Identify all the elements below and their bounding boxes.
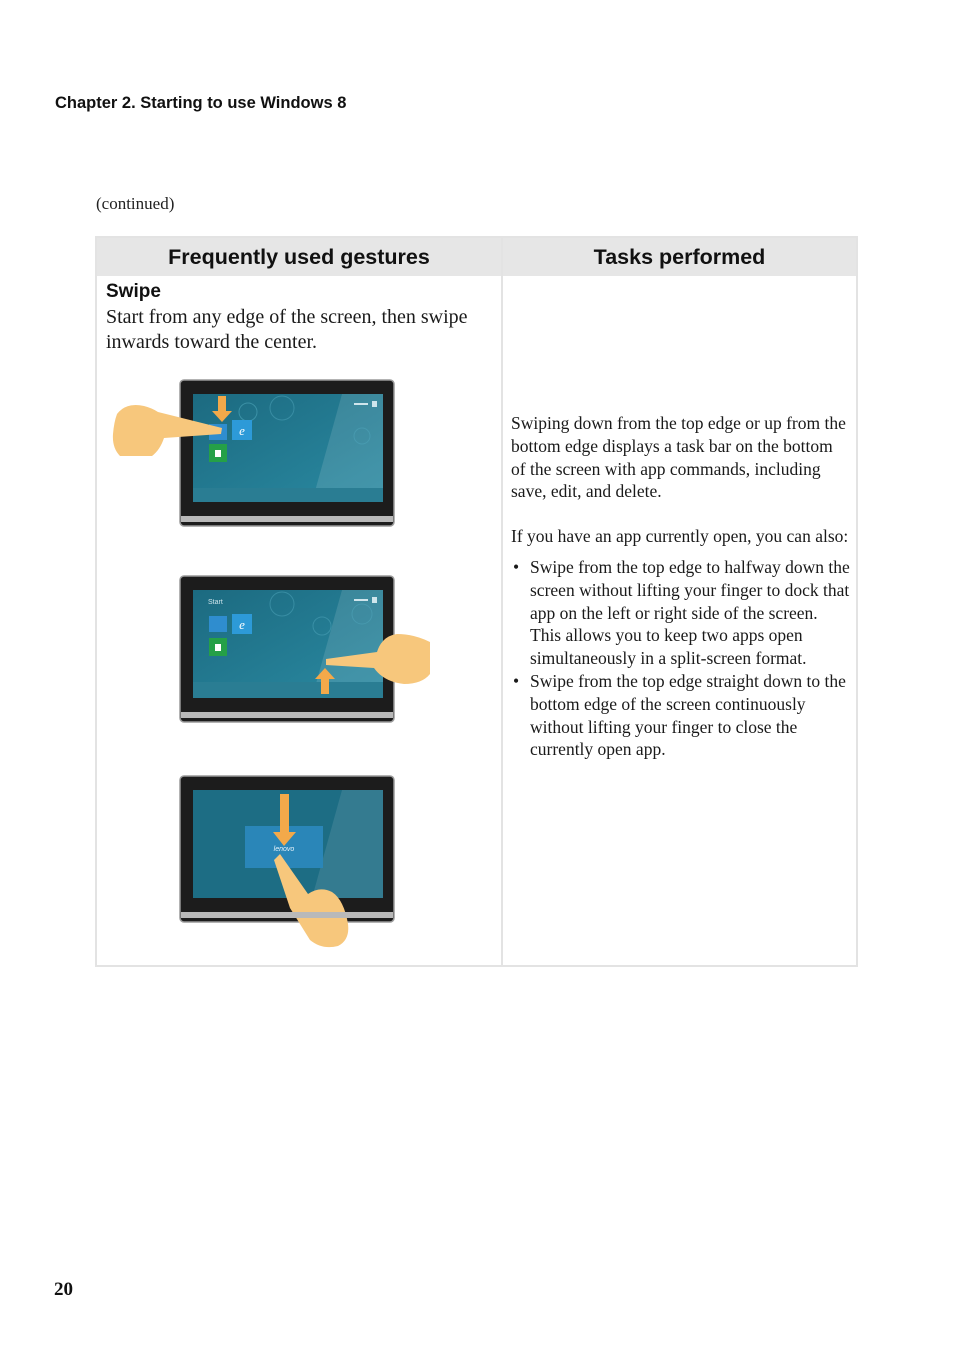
- gesture-table: [95, 236, 858, 967]
- chapter-heading: Chapter 2. Starting to use Windows 8: [55, 94, 347, 112]
- column-divider: [501, 238, 503, 965]
- tasks-paragraph-2: If you have an app currently open, you can also:: [511, 526, 849, 547]
- gesture-description: Start from any edge of the screen, then swipe inwards toward the center.: [106, 306, 468, 353]
- gesture-name: Swipe: [106, 281, 161, 302]
- svg-text:e: e: [239, 617, 245, 632]
- page-number: 20: [54, 1279, 73, 1300]
- column-header-tasks: Tasks performed: [503, 238, 856, 276]
- bullet-text: Swipe from the top edge straight down to the bottom edge of the screen continuously without lifting your finger to close the currently open app.: [530, 670, 846, 760]
- column-header-gestures: Frequently used gestures: [97, 238, 501, 276]
- start-screen-label: Start: [208, 599, 223, 606]
- swipe-down-illustration: [112, 378, 402, 528]
- bullet-icon: •: [513, 670, 520, 691]
- bullet-icon: •: [513, 556, 520, 577]
- swipe-close-app-illustration: [112, 774, 402, 954]
- bullet-text: Swipe from the top edge to halfway down the screen without lifting your finger to dock that app on the left or right side of the screen. This allows you to keep two apps open simultaneously in a split-screen format.: [530, 556, 850, 669]
- tasks-bullet-list: [511, 556, 851, 761]
- list-item: [511, 670, 851, 761]
- swipe-up-illustration: [112, 574, 432, 724]
- tasks-description: [511, 412, 851, 761]
- lenovo-logo-text: lenovo: [273, 846, 295, 853]
- list-item: [511, 556, 851, 670]
- tasks-paragraph-1: Swiping down from the top edge or up from the bottom edge displays a task bar on the bottom of the screen with app commands, including save, edit, and delete.: [511, 413, 846, 502]
- continued-note: (continued): [96, 194, 175, 213]
- svg-text:e: e: [239, 423, 245, 438]
